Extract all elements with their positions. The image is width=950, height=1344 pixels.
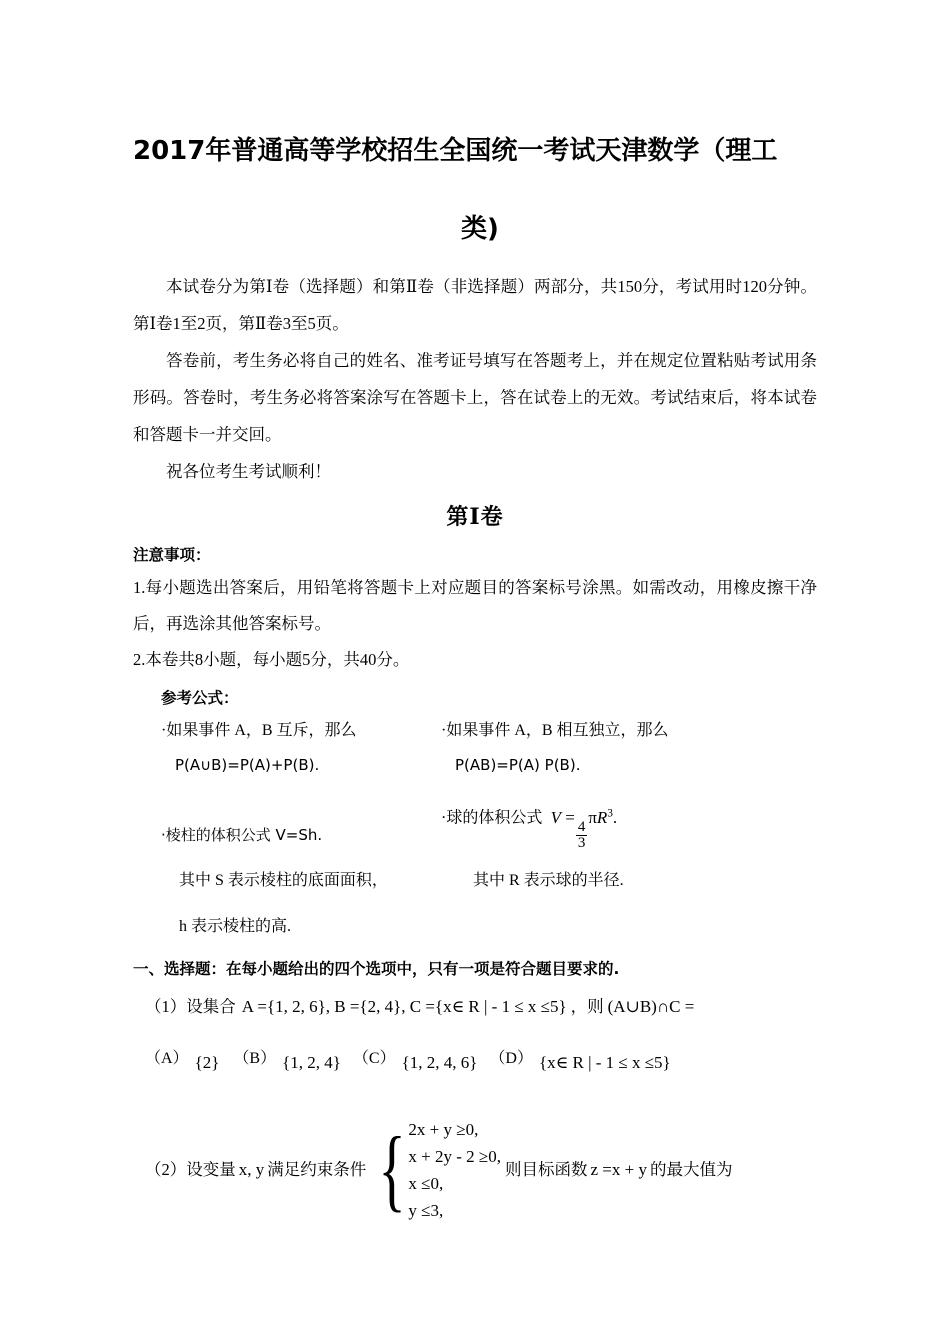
formula-sphere-pi: π	[588, 807, 597, 827]
left-brace-icon: {	[378, 1118, 407, 1221]
page-title-line2: 类)	[461, 214, 499, 244]
fraction-denominator: 3	[577, 835, 586, 852]
question-1	[133, 990, 817, 1024]
question-2-variables: x, y	[238, 1159, 265, 1179]
notice-item-1: 1.每小题选出答案后，用铅笔将答题卡上对应题目的答案标号涂黑。如需改动，用橡皮擦干净后，再选涂其他答案标号。	[133, 578, 817, 633]
formula-row-notes-2	[161, 910, 817, 944]
formula-notes-spacer	[459, 910, 817, 944]
page-content	[133, 0, 817, 1224]
question-2-stem-middle: 满足约束条件	[267, 1159, 367, 1179]
constraint-line-4: y ≤3,	[408, 1200, 444, 1220]
intro-paragraph-1: 本试卷分为第Ⅰ卷（选择题）和第Ⅱ卷（非选择题）两部分，共150分，考试用时120分钟。第Ⅰ卷1至2页，第Ⅱ卷3至5页。	[133, 277, 817, 333]
question-1-option-d[interactable]	[489, 1042, 670, 1080]
multiple-choice-section-label: 一、选择题：在每小题给出的四个选项中，只有一项是符合题目要求的.	[133, 959, 620, 978]
question-1-number: （1）	[145, 996, 187, 1016]
reference-formulas-title: 参考公式：	[161, 689, 239, 707]
formula-sphere-note-r: 其中 R 表示球的半径.	[473, 871, 624, 889]
reference-formulas-grid	[133, 714, 817, 944]
option-a-value: {2}	[194, 1052, 220, 1072]
formula-row-probability-text	[161, 714, 817, 748]
formula-sphere-radius: R	[596, 807, 608, 827]
option-c-value: {1, 2, 4, 6}	[401, 1052, 478, 1072]
question-1-expression: (A∪B)∩C =	[607, 996, 695, 1016]
notice-item-2: 2.本卷共8小题，每小题5分，共40分。	[133, 650, 410, 669]
intro-paragraph-2: 答卷前，考生务必将自己的姓名、准考证号填写在答题考上，并在规定位置粘贴考试用条形码。答卷时，考生务必将答案涂写在答题卡上，答在试卷上的无效。考试结束后，将本试卷和答题卡一并交回。	[133, 351, 817, 444]
formula-sphere-equals: =	[565, 807, 575, 827]
constraint-line-1: 2x + y ≥0,	[408, 1119, 479, 1139]
option-d-value: {x∈ R | - 1 ≤ x ≤5}	[538, 1052, 671, 1072]
formula-mutually-exclusive-text: ·如果事件 A，B 互斥，那么	[161, 722, 357, 739]
formula-row-probability-math	[161, 748, 817, 782]
constraint-line-3: x ≤0,	[408, 1173, 444, 1193]
formula-independent-text: ·如果事件 A，B 相互独立，那么	[441, 722, 669, 739]
question-2-objective-label: 则目标函数	[505, 1159, 588, 1179]
question-1-option-b[interactable]	[233, 1042, 341, 1080]
constraint-line-2: x + 2y - 2 ≥0,	[408, 1146, 502, 1166]
formula-independent-math: P(AB)=P(A) P(B).	[455, 756, 581, 774]
formula-sphere-fraction	[576, 820, 588, 852]
option-b-value: {1, 2, 4}	[282, 1052, 341, 1072]
question-2	[133, 1116, 817, 1224]
question-1-sets: A ={1, 2, 6}, B ={2, 4}, C ={x∈ R | - 1 ≤ x ≤5}	[241, 996, 567, 1016]
formula-prism-note-s: 其中 S 表示棱柱的底面面积，	[179, 871, 388, 889]
formula-row-volumes	[161, 796, 817, 852]
page-title-line1: 2017年普通高等学校招生全国统一考试天津数学（理工	[133, 136, 778, 166]
formula-sphere-volume-label: ·球的体积公式	[441, 809, 543, 827]
question-1-stem-prefix: 设集合	[186, 996, 236, 1016]
option-d-tag: （D）	[489, 1049, 533, 1067]
page-title	[133, 0, 817, 268]
option-c-tag: （C）	[352, 1049, 396, 1067]
formula-sphere-exponent: 3	[607, 807, 613, 819]
constraint-lines	[408, 1116, 501, 1224]
formula-row-notes-1	[161, 864, 817, 898]
question-2-constraint-system	[370, 1116, 501, 1224]
question-2-objective-function: z =x + y	[590, 1159, 647, 1179]
formula-prism-note-h: h 表示棱柱的高.	[179, 917, 292, 935]
blessing-line: 祝各位考生考试顺利！	[166, 462, 331, 481]
question-1-stem	[145, 990, 817, 1024]
fraction-numerator: 4	[577, 818, 586, 835]
formula-mutually-exclusive-math: P(A∪B)=P(A)+P(B).	[175, 756, 320, 774]
formula-sphere-var-v: V	[550, 807, 561, 827]
formula-sphere-period: .	[612, 807, 618, 827]
option-b-tag: （B）	[233, 1049, 277, 1067]
question-1-option-c[interactable]	[353, 1042, 478, 1080]
question-2-stem-end: 的最大值为	[650, 1159, 733, 1179]
question-2-stem-postfix	[503, 1153, 732, 1187]
question-2-stem-prefix: 设变量	[186, 1159, 236, 1179]
formula-prism-volume: ·棱柱的体积公式 V=Sh.	[161, 825, 323, 844]
section-heading-volume-1: 第Ⅰ卷	[446, 504, 504, 529]
option-a-tag: （A）	[145, 1049, 189, 1067]
question-1-option-a[interactable]	[145, 1042, 219, 1080]
question-1-connector: ，则	[570, 996, 604, 1016]
question-1-options	[133, 1042, 817, 1080]
notice-title: 注意事项：	[133, 546, 211, 564]
formula-sphere-volume	[441, 796, 817, 852]
question-2-number: （2）	[145, 1159, 187, 1179]
